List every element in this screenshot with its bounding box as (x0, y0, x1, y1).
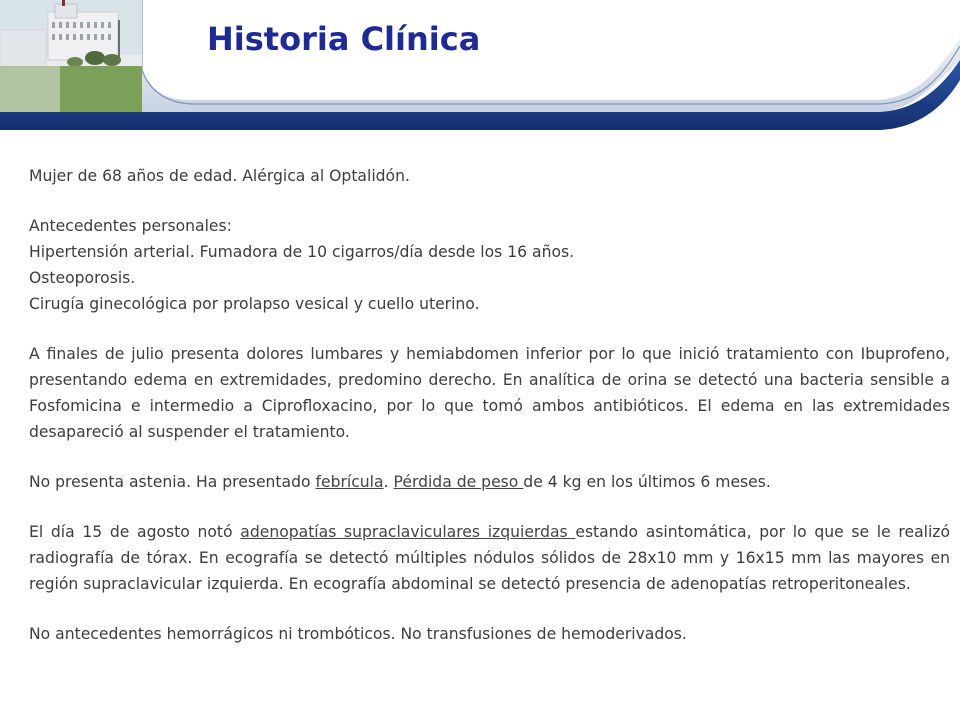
febricula-link[interactable]: febrícula (315, 473, 384, 491)
astenia-text-2: . (383, 473, 394, 491)
paragraph-agosto (29, 519, 950, 597)
building-photo-icon (0, 0, 142, 112)
antecedentes-heading: Antecedentes personales: (29, 217, 232, 235)
antecedentes-line-1: Hipertensión arterial. Fumadora de 10 cigarros/día desde los 16 años. (29, 243, 575, 261)
paragraph-astenia (29, 469, 950, 495)
astenia-text-3: de 4 kg en los últimos 6 meses. (523, 473, 771, 491)
agosto-text-2: estando asintomática, por lo que se le realizó radiografía de tórax. En ecografía se detectó múltiples nódulos sólidos de 28x10 mm y 16x15 mm las mayores en región supraclavicular izquierda. En ecografía abdominal se detectó presencia de adenopatías retroperitoneales. (29, 523, 951, 593)
page-title: Historia Clínica (207, 20, 481, 58)
agosto-text-1: El día 15 de agosto notó (29, 523, 241, 541)
building-photo (0, 0, 142, 112)
perdida-peso-link[interactable]: Pérdida de peso (393, 473, 524, 491)
antecedentes-line-3: Cirugía ginecológica por prolapso vesical y cuello uterino. (29, 295, 480, 313)
antecedentes-line-2: Osteoporosis. (29, 269, 136, 287)
clinical-history-body (29, 163, 950, 647)
intro-line: Mujer de 68 años de edad. Alérgica al Optalidón. (29, 167, 410, 185)
closing-line: No antecedentes hemorrágicos ni trombóticos. No transfusiones de hemoderivados. (29, 625, 687, 643)
paragraph-julio: A finales de julio presenta dolores lumbares y hemiabdomen inferior por lo que inició tratamiento con Ibuprofeno, presentando edema en extremidades, predomino derecho. En analítica de orina se detectó una bacteria sensible a Fosfomicina e intermedio a Ciprofloxacino, por lo que tomó ambos antibióticos. El edema en las extremidades desapareció al suspender el tratamiento. (29, 345, 950, 441)
astenia-text-1: No presenta astenia. Ha presentado (29, 473, 316, 491)
adenopatias-link[interactable]: adenopatías supraclaviculares izquierdas (240, 523, 576, 541)
